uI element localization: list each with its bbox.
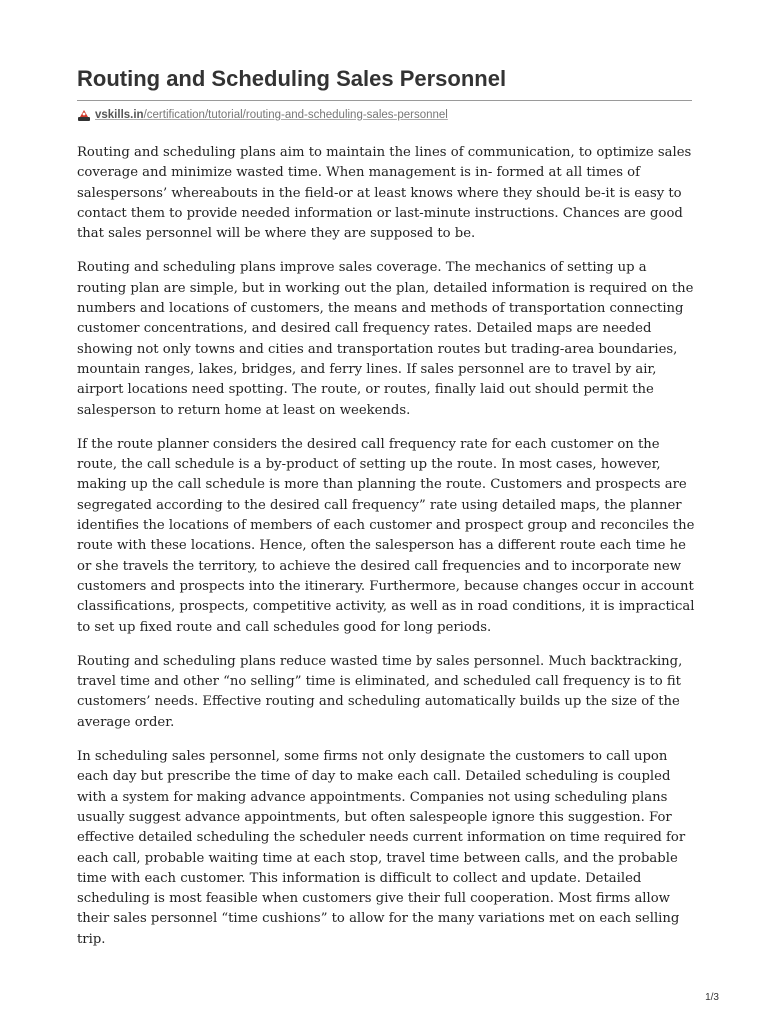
paragraph: In scheduling sales personnel, some firms not only designate the customers to call upon each day but prescribe the time of day to make each call. Detailed scheduling is coupled with a system for making advance appointments. Companies not using scheduling plans usually suggest advance appointments, but often salespeople ignore this suggestion. For effective detailed scheduling the scheduler needs current information on time required for each call, probable waiting time at each stop, travel time between calls, and the probable time with each customer. This information is difficult to collect and update. Detailed scheduling is most feasible when customers give their full cooperation. Most firms allow their sales personnel “time cushions” to allow for the many variations met on each selling trip. bbox=[77, 749, 686, 947]
source-link-row bbox=[77, 106, 448, 124]
source-link[interactable] bbox=[95, 109, 448, 121]
page-number: 1/3 bbox=[705, 992, 719, 1003]
title-divider bbox=[77, 100, 692, 101]
paragraph: Routing and scheduling plans aim to maintain the lines of communication, to optimize sales coverage and minimize wasted time. When management is in- formed at all times of salespersons’ whereabouts in the field-or at least knows where they should be-it is easy to contact them to provide needed information or last-minute instructions. Chances are good that sales personnel will be where they are supposed to be. bbox=[77, 145, 692, 242]
source-domain: vskills.in bbox=[95, 109, 144, 121]
page-title: Routing and Scheduling Sales Personnel bbox=[77, 66, 507, 91]
paragraph: Routing and scheduling plans improve sales coverage. The mechanics of setting up a routing plan are simple, but in working out the plan, detailed information is required on the numbers and locations of customers, the means and methods of transportation connecting customer concentrations, and desired call frequency rates. Detailed maps are needed showing not only towns and cities and transportation routes but trading-area boundaries, mountain ranges, lakes, bridges, and ferry lines. If sales personnel are to travel by air, airport locations need spotting. The route, or routes, finally laid out should permit the salesperson to return home at least on weekends. bbox=[77, 260, 694, 418]
source-path: /certification/tutorial/routing-and-scheduling-sales-personnel bbox=[143, 109, 448, 121]
vskills-logo-icon bbox=[77, 108, 91, 122]
paragraph: Routing and scheduling plans reduce wasted time by sales personnel. Much backtracking, travel time and other “no selling” time is eliminated, and scheduled call frequency is to fit customers’ needs. Effective routing and scheduling automatically builds up the size of the average order. bbox=[77, 653, 683, 730]
paragraph: If the route planner considers the desired call frequency rate for each customer on the route, the call schedule is a by-product of setting up the route. In most cases, however, making up the call schedule is more than planning the route. Customers and prospects are segregated according to the desired call frequency” rate using detailed maps, the planner identifies the locations of members of each customer and prospect group and reconciles the route with these locations. Hence, often the salesperson has a different route each time he or she travels the territory, to achieve the desired call frequencies and to incorporate new customers and prospects into the itinerary. Furthermore, because changes occur in account classifications, prospects, competitive activity, as well as in road conditions, it is impractical to set up fixed route and call schedules good for long periods. bbox=[77, 436, 695, 635]
article-body bbox=[77, 143, 695, 964]
